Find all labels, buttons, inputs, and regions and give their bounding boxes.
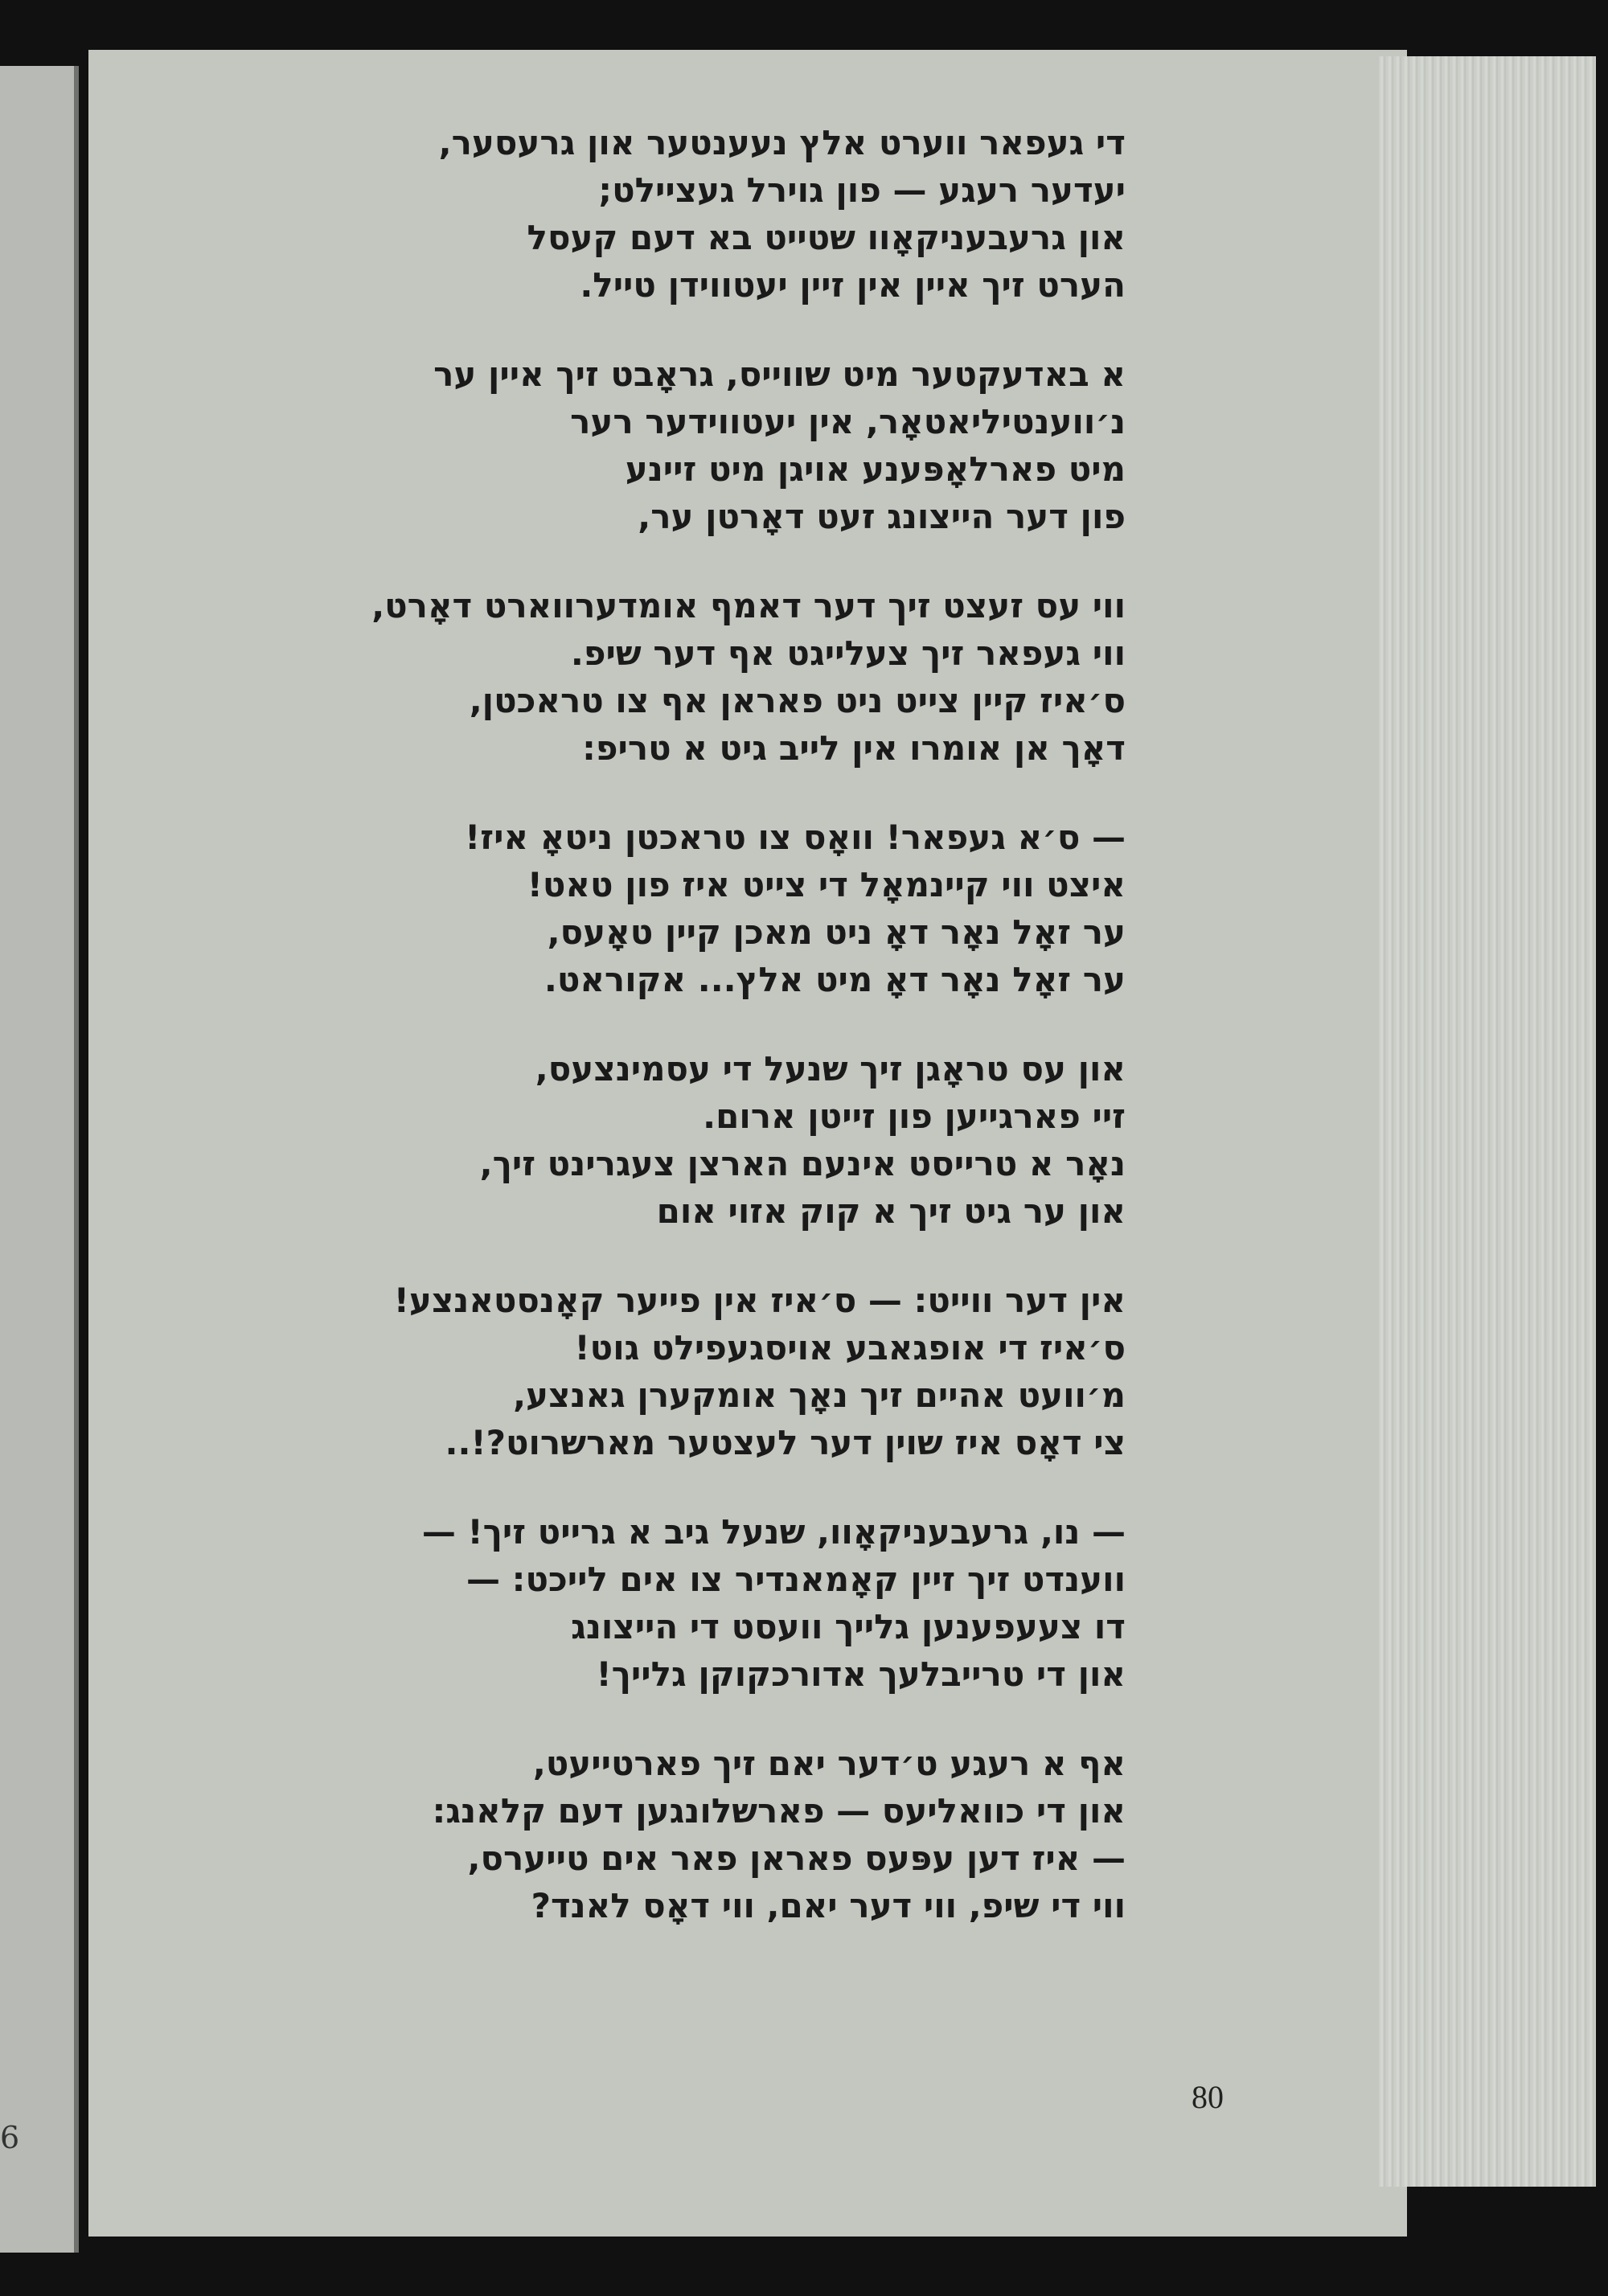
- poem-line: ווי עס זעצט זיך דער דאמף אומדערווארט דאָרט,: [371, 586, 1126, 625]
- left-page-number-fragment: 6: [0, 2120, 20, 2155]
- poem-line: נאָר א טרייסט אינעם הארצן צעגרינט זיך,: [479, 1144, 1126, 1183]
- poem-line: אין דער ווייט: — ס׳איז אין פייער קאָנסטאנצע!: [393, 1281, 1126, 1320]
- stanza: [322, 1508, 1126, 1698]
- poem-text: [322, 119, 1126, 1971]
- stanza: [322, 1045, 1126, 1235]
- poem-line: פון דער הייצונג זעט דאָרטן ער,: [638, 497, 1126, 536]
- stanza: [322, 1740, 1126, 1929]
- poem-line: — איז דען עפּעס פאראן פאר אים טייערס,: [467, 1839, 1126, 1878]
- left-page-edge: [0, 66, 79, 2253]
- poem-line: — נו, גרעבעניקאָוו, שנעל גיב א גרייט זיך! —: [421, 1512, 1126, 1552]
- poem-line: א באדעקטער מיט שווייס, גראָבט זיך איין ער: [433, 355, 1126, 394]
- poem-line: און די כוואליעס — פארשלונגען דעם קלאנג:: [432, 1791, 1126, 1831]
- poem-line: די געפאר ווערט אלץ נעענטער און גרעסער,: [438, 123, 1126, 162]
- poem-line: ס׳איז קיין צייט ניט פאראן אף צו טראכטן,: [469, 681, 1126, 720]
- poem-line: דאָך אן אומרו אין לייב גיט א טריפ:: [582, 728, 1126, 768]
- poem-line: איצט ווי קיינמאָל די צייט איז פון טאט!: [527, 865, 1126, 904]
- poem-line: נ׳ווענטיליאטאָר, אין יעטווידער רער: [570, 402, 1126, 441]
- poem-line: צי דאָס איז שוין דער לעצטער מארשרוט?!..: [445, 1423, 1126, 1462]
- poem-line: דו צעעפענען גלייך וועסט די הייצונג: [571, 1607, 1126, 1646]
- stanza: [322, 1277, 1126, 1466]
- poem-line: מ׳וועט אהיים זיך נאָך אומקערן גאנצע,: [513, 1376, 1126, 1415]
- poem-line: זיי פארגייען פון זייטן ארום.: [703, 1097, 1126, 1136]
- poem-line: מיט פארלאָפּענע אויגן מיט זיינע: [625, 449, 1126, 489]
- poem-line: ווי די שיפ, ווי דער יאם, ווי דאָס לאנד?: [531, 1886, 1126, 1925]
- page-block-edge: [1379, 56, 1596, 2187]
- poem-line: און די טרייבלעך אדורכקוקן גלייך!: [596, 1654, 1126, 1694]
- poem-line: — ס׳א געפאר! וואָס צו טראכטן ניטאָ איז!: [465, 818, 1126, 857]
- page-number: 80: [1192, 2079, 1224, 2115]
- stanza: [322, 814, 1126, 1003]
- poem-line: און גרעבעניקאָוו שטייט בא דעם קעסל: [527, 218, 1126, 257]
- stanza: [322, 119, 1126, 309]
- stanza: [322, 582, 1126, 772]
- poem-line: ער זאָל נאָר דאָ מיט אלץ... אקוראט.: [544, 960, 1126, 999]
- poem-line: יעדער רעגע — פון גוירל געציילט;: [598, 170, 1126, 210]
- stanza: [322, 351, 1126, 540]
- poem-line: ס׳איז די אופגאבע אויסגעפילט גוט!: [574, 1328, 1126, 1367]
- poem-line: ווענדט זיך זיין קאָמאנדיר צו אים לייכט: —: [466, 1560, 1126, 1599]
- poem-line: הערט זיך איין אין זיין יעטווידן טייל.: [580, 265, 1126, 305]
- poem-line: און ער גיט זיך א קוק אזוי אום: [656, 1191, 1126, 1231]
- poem-line: און עס טראָגן זיך שנעל די עסמינצעס,: [535, 1049, 1126, 1089]
- poem-line: ווי געפאר זיך צעלייגט אף דער שיפ.: [570, 633, 1126, 673]
- poem-line: ער זאָל נאָר דאָ ניט מאכן קיין טאָעס,: [547, 912, 1126, 952]
- poem-line: אף א רעגע ט׳דער יאם זיך פארטייעט,: [532, 1744, 1126, 1783]
